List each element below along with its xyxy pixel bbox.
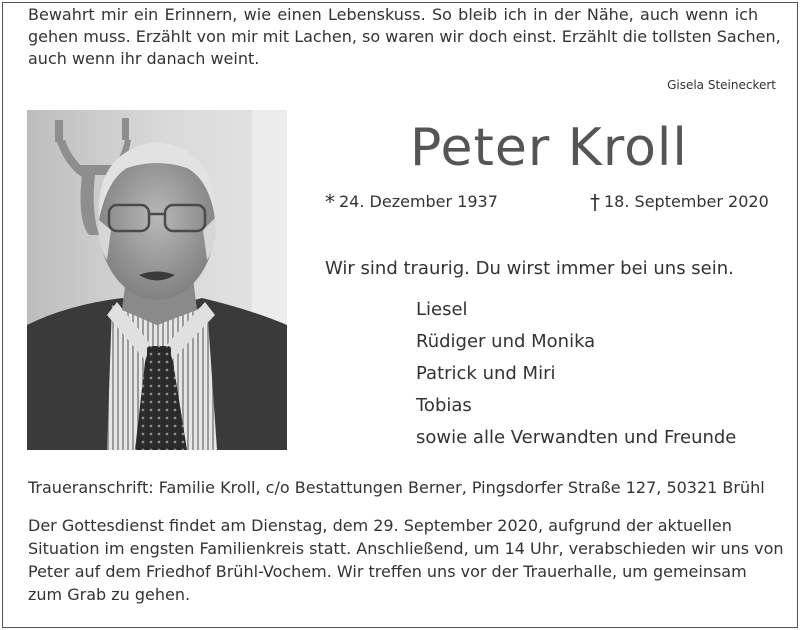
mourners-list [416,294,736,454]
poem-line: auch wenn ihr danach weint. [28,49,260,68]
mourner: Patrick und Miri [416,363,556,384]
death-date-text: 18. September 2020 [604,192,769,211]
poem [28,4,781,70]
death-date [590,190,769,214]
mourner: Tobias [416,395,472,416]
service-line: zum Grab zu gehen. [28,585,191,604]
service-line: Peter auf dem Friedhof Brühl-Vochem. Wir treffen uns vor der Trauerhalle, um gemeinsam [28,562,747,581]
service-line: Situation im engsten Familienkreis statt. Anschließend, um 14 Uhr, verabschieden wir uns von [28,539,784,558]
mourner: Liesel [416,299,468,320]
poem-line: Bewahrt mir ein Erinnern, wie einen Lebenskuss. So bleib ich in der Nähe, auch wenn ich [28,5,759,24]
birth-date-text: 24. Dezember 1937 [339,192,498,211]
portrait-photo [27,110,287,450]
death-cross-icon: † [590,190,600,214]
service-info [28,514,784,606]
mourner: Rüdiger und Monika [416,331,596,352]
mourning-address: Traueranschrift: Familie Kroll, c/o Bestattungen Berner, Pingsdorfer Straße 127, 50321 Brühl [28,478,765,497]
service-line: Der Gottesdienst findet am Dienstag, dem 29. September 2020, aufgrund der aktuellen [28,516,732,535]
birth-date [325,190,498,214]
mourner: sowie alle Verwandten und Freunde [416,427,737,448]
deceased-name: Peter Kroll [410,118,688,178]
poem-line: gehen muss. Erzählt von mir mit Lachen, so waren wir doch einst. Erzählt die tollsten Sachen, [28,27,781,46]
poem-author: Gisela Steineckert [667,78,776,92]
portrait-illustration [27,110,287,450]
birth-star-icon: * [325,190,335,214]
motto: Wir sind traurig. Du wirst immer bei uns sein. [325,258,734,279]
